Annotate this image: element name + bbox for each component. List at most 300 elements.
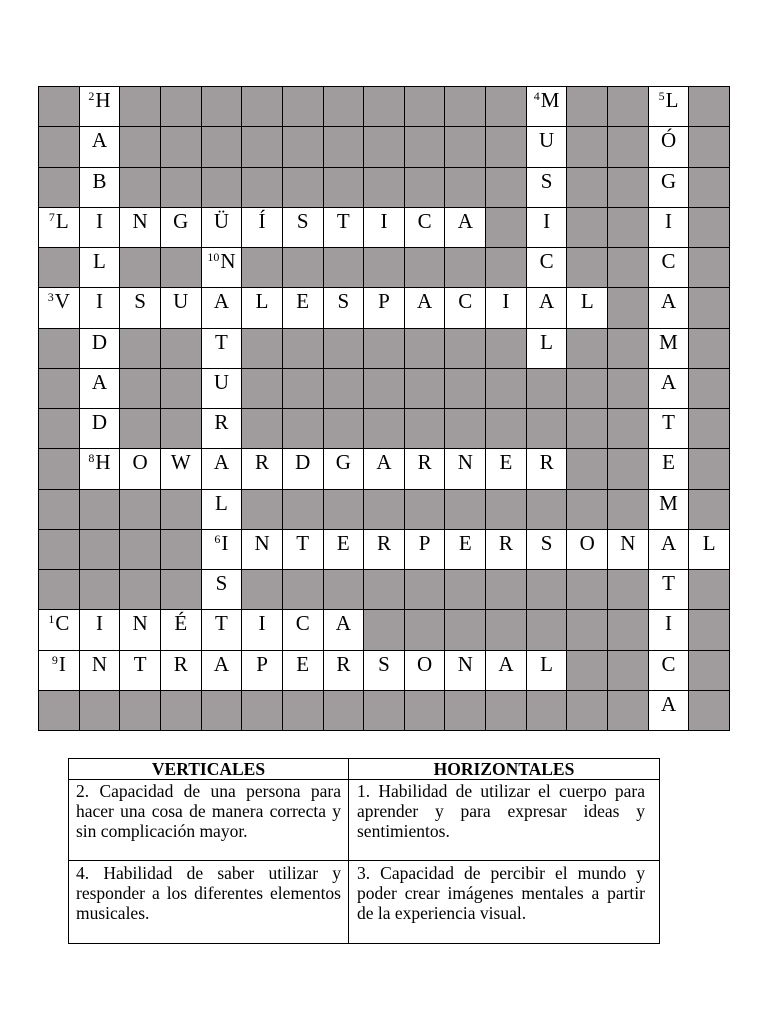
cell-letter: S — [540, 530, 553, 555]
cell-letter: P — [256, 651, 268, 676]
crossword-shaded-cell — [405, 691, 445, 730]
crossword-shaded-cell — [567, 248, 607, 287]
cell-letter: I — [665, 208, 673, 233]
crossword-cell — [649, 610, 689, 649]
cell-letter: L — [93, 249, 106, 273]
crossword-cell — [80, 248, 120, 287]
crossword-cell — [39, 610, 79, 649]
crossword-cell — [567, 288, 607, 327]
clue-number: 2 — [88, 89, 95, 103]
crossword-shaded-cell — [364, 409, 404, 448]
crossword-shaded-cell — [486, 208, 526, 247]
crossword-shaded-cell — [324, 168, 364, 207]
crossword-cell — [527, 651, 567, 690]
crossword-shaded-cell — [608, 651, 648, 690]
cell-letter: C — [417, 208, 432, 233]
crossword-shaded-cell — [80, 530, 120, 569]
crossword-cell — [445, 288, 485, 327]
cell-letter: N — [457, 651, 473, 676]
crossword-shaded-cell — [486, 610, 526, 649]
crossword-cell — [486, 449, 526, 488]
crossword-cell — [445, 530, 485, 569]
crossword-cell — [161, 449, 201, 488]
crossword-cell — [283, 208, 323, 247]
crossword-cell — [649, 369, 689, 408]
cell-letter: L — [665, 88, 679, 112]
crossword-cell — [120, 610, 160, 649]
cell-letter: V — [54, 289, 70, 314]
crossword-shaded-cell — [689, 691, 729, 730]
cell-letter: M — [659, 490, 678, 515]
cell-letter: M — [540, 88, 560, 112]
crossword-shaded-cell — [39, 248, 79, 287]
cell-letter: L — [214, 490, 228, 515]
cell-letter: É — [174, 611, 188, 636]
crossword-shaded-cell — [689, 651, 729, 690]
crossword-shaded-cell — [689, 208, 729, 247]
vertical-header: VERTICALES — [69, 759, 349, 780]
cell-letter: Í — [258, 208, 266, 233]
crossword-shaded-cell — [486, 248, 526, 287]
crossword-shaded-cell — [202, 127, 242, 166]
crossword-cell — [80, 651, 120, 690]
crossword-shaded-cell — [39, 530, 79, 569]
crossword-shaded-cell — [608, 329, 648, 368]
crossword-cell — [202, 610, 242, 649]
cell-letter: S — [540, 168, 553, 193]
crossword-cell — [202, 329, 242, 368]
cell-letter: L — [255, 289, 269, 314]
cell-letter: O — [132, 450, 148, 475]
cell-letter: U — [213, 369, 229, 394]
crossword-cell — [649, 208, 689, 247]
horizontal-clue: 1. Habilidad de utilizar el cuerpo para aprender y para expresar ideas y sentimientos. — [349, 780, 660, 861]
cell-letter: S — [296, 208, 309, 233]
cell-letter: A — [213, 651, 229, 676]
crossword-shaded-cell — [161, 329, 201, 368]
cell-letter: H — [95, 450, 111, 475]
cell-letter: G — [335, 450, 351, 475]
crossword-shaded-cell — [283, 409, 323, 448]
crossword-shaded-cell — [567, 87, 607, 126]
cell-letter: E — [336, 530, 350, 555]
crossword-shaded-cell — [689, 168, 729, 207]
crossword-shaded-cell — [161, 409, 201, 448]
crossword-cell — [527, 449, 567, 488]
crossword-shaded-cell — [689, 610, 729, 649]
crossword-cell — [202, 409, 242, 448]
crossword-shaded-cell — [567, 168, 607, 207]
crossword-shaded-cell — [405, 610, 445, 649]
crossword-cell — [527, 127, 567, 166]
cell-letter: U — [538, 128, 555, 153]
crossword-cell — [649, 329, 689, 368]
crossword-cell — [649, 570, 689, 609]
crossword-shaded-cell — [202, 168, 242, 207]
cell-letter: A — [660, 530, 677, 555]
cell-letter: W — [170, 450, 191, 475]
crossword-shaded-cell — [527, 610, 567, 649]
crossword-shaded-cell — [324, 127, 364, 166]
cell-letter: I — [95, 611, 103, 636]
crossword-shaded-cell — [324, 691, 364, 730]
crossword-cell — [324, 449, 364, 488]
crossword-shaded-cell — [527, 490, 567, 529]
crossword-shaded-cell — [445, 570, 485, 609]
cell-letter: G — [660, 168, 677, 193]
crossword-cell — [608, 530, 648, 569]
cell-letter: T — [296, 530, 310, 555]
crossword-shaded-cell — [608, 691, 648, 730]
crossword-cell — [649, 449, 689, 488]
crossword-cell — [242, 610, 282, 649]
crossword-shaded-cell — [80, 570, 120, 609]
crossword-shaded-cell — [120, 530, 160, 569]
cell-letter: C — [661, 651, 676, 676]
crossword-shaded-cell — [242, 490, 282, 529]
crossword-shaded-cell — [242, 570, 282, 609]
crossword-shaded-cell — [567, 490, 607, 529]
crossword-shaded-cell — [689, 288, 729, 327]
crossword-shaded-cell — [689, 248, 729, 287]
crossword-shaded-cell — [608, 369, 648, 408]
cell-letter: N — [132, 208, 148, 233]
cell-letter: I — [665, 611, 673, 636]
cell-letter: M — [659, 329, 678, 354]
cell-letter: T — [214, 611, 228, 636]
crossword-shaded-cell — [161, 248, 201, 287]
cell-letter: A — [498, 651, 514, 676]
clue-number: 5 — [658, 89, 665, 103]
crossword-shaded-cell — [689, 570, 729, 609]
crossword-cell — [80, 329, 120, 368]
crossword-shaded-cell — [39, 87, 79, 126]
crossword-shaded-cell — [364, 248, 404, 287]
crossword-cell — [649, 530, 689, 569]
cell-letter: I — [543, 208, 551, 233]
crossword-shaded-cell — [567, 651, 607, 690]
cell-letter: N — [132, 611, 148, 636]
crossword-shaded-cell — [486, 409, 526, 448]
crossword-grid — [38, 86, 730, 731]
crossword-cell — [39, 288, 79, 327]
cell-letter: A — [213, 289, 229, 314]
crossword-shaded-cell — [567, 369, 607, 408]
crossword-cell — [405, 530, 445, 569]
crossword-cell — [527, 87, 567, 126]
crossword-shaded-cell — [120, 329, 160, 368]
crossword-cell — [527, 248, 567, 287]
crossword-shaded-cell — [405, 409, 445, 448]
cell-letter: A — [91, 369, 108, 394]
crossword-shaded-cell — [608, 248, 648, 287]
clue-number: 1 — [48, 612, 55, 627]
crossword-shaded-cell — [608, 449, 648, 488]
crossword-cell — [120, 651, 160, 690]
crossword-shaded-cell — [405, 248, 445, 287]
crossword-shaded-cell — [567, 409, 607, 448]
crossword-shaded-cell — [80, 490, 120, 529]
cell-letter: A — [335, 611, 351, 636]
crossword-cell — [80, 409, 120, 448]
crossword-shaded-cell — [567, 329, 607, 368]
crossword-cell — [202, 570, 242, 609]
crossword-shaded-cell — [324, 369, 364, 408]
clue-row — [69, 861, 660, 944]
cell-letter: R — [417, 450, 432, 475]
crossword-shaded-cell — [39, 570, 79, 609]
horizontal-header: HORIZONTALES — [349, 759, 660, 780]
crossword-cell — [120, 449, 160, 488]
crossword-cell — [649, 168, 689, 207]
crossword-cell — [527, 288, 567, 327]
crossword-shaded-cell — [324, 329, 364, 368]
crossword-shaded-cell — [364, 691, 404, 730]
cell-letter: S — [337, 289, 350, 314]
crossword-shaded-cell — [161, 168, 201, 207]
crossword-cell — [649, 490, 689, 529]
cell-letter: C — [55, 611, 70, 636]
crossword-shaded-cell — [120, 168, 160, 207]
crossword-shaded-cell — [161, 490, 201, 529]
crossword-shaded-cell — [445, 248, 485, 287]
cell-letter: A — [417, 289, 433, 314]
crossword-shaded-cell — [283, 248, 323, 287]
crossword-cell — [202, 530, 242, 569]
crossword-cell — [324, 288, 364, 327]
crossword-cell — [364, 449, 404, 488]
cell-letter: N — [254, 530, 270, 555]
crossword-shaded-cell — [161, 127, 201, 166]
crossword-shaded-cell — [324, 570, 364, 609]
crossword-cell — [486, 288, 526, 327]
crossword-cell — [80, 87, 120, 126]
crossword-shaded-cell — [445, 329, 485, 368]
clues-table — [68, 758, 660, 944]
cell-letter: L — [540, 651, 553, 676]
crossword-cell — [405, 288, 445, 327]
cell-letter: R — [498, 530, 513, 555]
crossword-shaded-cell — [445, 87, 485, 126]
crossword-shaded-cell — [405, 490, 445, 529]
crossword-shaded-cell — [242, 168, 282, 207]
crossword-cell — [649, 409, 689, 448]
crossword-cell — [364, 208, 404, 247]
cell-letter: D — [91, 329, 108, 354]
crossword-cell — [80, 127, 120, 166]
crossword-cell — [202, 651, 242, 690]
crossword-shaded-cell — [608, 288, 648, 327]
crossword-cell — [80, 288, 120, 327]
crossword-shaded-cell — [486, 127, 526, 166]
cell-letter: E — [499, 450, 513, 475]
cell-letter: S — [215, 571, 228, 595]
crossword-shaded-cell — [283, 168, 323, 207]
cell-letter: A — [213, 450, 229, 475]
crossword-cell — [649, 87, 689, 126]
crossword-shaded-cell — [242, 248, 282, 287]
clues-header-row — [69, 759, 660, 780]
crossword-shaded-cell — [364, 168, 404, 207]
crossword-cell — [445, 651, 485, 690]
crossword-cell — [80, 168, 120, 207]
cell-letter: R — [376, 530, 391, 555]
crossword-shaded-cell — [120, 570, 160, 609]
crossword-cell — [689, 530, 729, 569]
cell-letter: N — [620, 530, 636, 555]
crossword-cell — [80, 208, 120, 247]
crossword-shaded-cell — [608, 208, 648, 247]
cell-letter: T — [214, 329, 228, 354]
crossword-shaded-cell — [405, 570, 445, 609]
crossword-cell — [649, 691, 689, 730]
cell-letter: A — [660, 691, 677, 716]
crossword-shaded-cell — [242, 127, 282, 166]
cell-letter: P — [378, 289, 390, 314]
crossword-shaded-cell — [161, 691, 201, 730]
crossword-shaded-cell — [689, 449, 729, 488]
crossword-cell — [527, 168, 567, 207]
cell-letter: N — [457, 450, 473, 475]
cell-letter: N — [91, 651, 108, 676]
crossword-shaded-cell — [80, 691, 120, 730]
cell-letter: A — [660, 289, 677, 314]
crossword-cell — [39, 208, 79, 247]
cell-letter: A — [538, 289, 555, 314]
cell-letter: E — [296, 651, 310, 676]
crossword-shaded-cell — [161, 530, 201, 569]
cell-letter: R — [539, 450, 554, 475]
cell-letter: H — [95, 88, 111, 112]
cell-letter: B — [92, 168, 107, 193]
crossword-cell — [202, 369, 242, 408]
cell-letter: L — [702, 530, 716, 555]
crossword-shaded-cell — [608, 409, 648, 448]
crossword-shaded-cell — [689, 127, 729, 166]
crossword-shaded-cell — [242, 369, 282, 408]
crossword-cell — [324, 530, 364, 569]
crossword-cell — [283, 288, 323, 327]
crossword-shaded-cell — [445, 409, 485, 448]
crossword-cell — [202, 449, 242, 488]
crossword-shaded-cell — [39, 409, 79, 448]
crossword-cell — [80, 449, 120, 488]
crossword-shaded-cell — [324, 248, 364, 287]
cell-letter: D — [91, 410, 108, 434]
cell-letter: C — [295, 611, 310, 636]
crossword-shaded-cell — [324, 409, 364, 448]
cell-letter: P — [418, 530, 431, 555]
crossword-shaded-cell — [445, 610, 485, 649]
cell-letter: R — [173, 651, 188, 676]
crossword-cell — [202, 288, 242, 327]
crossword-shaded-cell — [405, 127, 445, 166]
crossword-shaded-cell — [486, 490, 526, 529]
crossword-shaded-cell — [283, 369, 323, 408]
clue-number: 9 — [51, 652, 58, 667]
crossword-shaded-cell — [120, 409, 160, 448]
crossword-shaded-cell — [689, 369, 729, 408]
crossword-shaded-cell — [364, 369, 404, 408]
crossword-shaded-cell — [364, 610, 404, 649]
crossword-cell — [242, 651, 282, 690]
crossword-cell — [283, 530, 323, 569]
crossword-shaded-cell — [120, 490, 160, 529]
cell-letter: L — [540, 329, 553, 354]
cell-letter: E — [458, 530, 472, 555]
cell-letter: I — [380, 208, 388, 233]
cell-letter: A — [457, 208, 473, 233]
cell-letter: R — [336, 651, 351, 676]
cell-letter: C — [539, 249, 554, 273]
crossword-shaded-cell — [324, 490, 364, 529]
cell-letter: L — [580, 289, 594, 314]
crossword-cell — [364, 530, 404, 569]
cell-letter: Ü — [213, 208, 229, 233]
crossword-shaded-cell — [405, 329, 445, 368]
crossword-shaded-cell — [364, 87, 404, 126]
crossword-shaded-cell — [364, 490, 404, 529]
crossword-cell — [120, 288, 160, 327]
crossword-shaded-cell — [608, 570, 648, 609]
crossword-shaded-cell — [120, 369, 160, 408]
crossword-cell — [242, 449, 282, 488]
crossword-shaded-cell — [689, 490, 729, 529]
cell-letter: A — [376, 450, 392, 475]
crossword-shaded-cell — [364, 570, 404, 609]
crossword-cell — [649, 651, 689, 690]
crossword-shaded-cell — [364, 329, 404, 368]
crossword-cell — [161, 288, 201, 327]
crossword-shaded-cell — [283, 87, 323, 126]
crossword-shaded-cell — [39, 490, 79, 529]
crossword-shaded-cell — [608, 490, 648, 529]
crossword-cell — [405, 449, 445, 488]
cell-letter: N — [220, 249, 236, 273]
crossword-cell — [80, 369, 120, 408]
crossword-shaded-cell — [445, 369, 485, 408]
crossword-shaded-cell — [161, 369, 201, 408]
cell-letter: T — [662, 571, 675, 595]
cell-letter: S — [378, 651, 390, 676]
crossword-shaded-cell — [283, 691, 323, 730]
crossword-shaded-cell — [689, 329, 729, 368]
crossword-shaded-cell — [608, 127, 648, 166]
crossword-cell — [242, 208, 282, 247]
cell-letter: A — [91, 128, 108, 153]
crossword-cell — [242, 288, 282, 327]
crossword-cell — [364, 651, 404, 690]
clue-number: 10 — [207, 250, 220, 264]
cell-letter: E — [662, 450, 675, 475]
crossword-cell — [445, 208, 485, 247]
crossword-shaded-cell — [120, 87, 160, 126]
crossword-shaded-cell — [445, 490, 485, 529]
crossword-shaded-cell — [120, 127, 160, 166]
crossword-shaded-cell — [689, 87, 729, 126]
clue-number: 4 — [533, 89, 540, 103]
clue-number: 8 — [88, 451, 95, 466]
crossword-cell — [649, 288, 689, 327]
crossword-shaded-cell — [161, 87, 201, 126]
cell-letter: I — [95, 289, 103, 314]
crossword-shaded-cell — [283, 329, 323, 368]
cell-letter: I — [258, 611, 266, 636]
crossword-cell — [283, 610, 323, 649]
crossword-cell — [649, 248, 689, 287]
crossword-cell — [202, 490, 242, 529]
cell-letter: I — [221, 530, 229, 555]
